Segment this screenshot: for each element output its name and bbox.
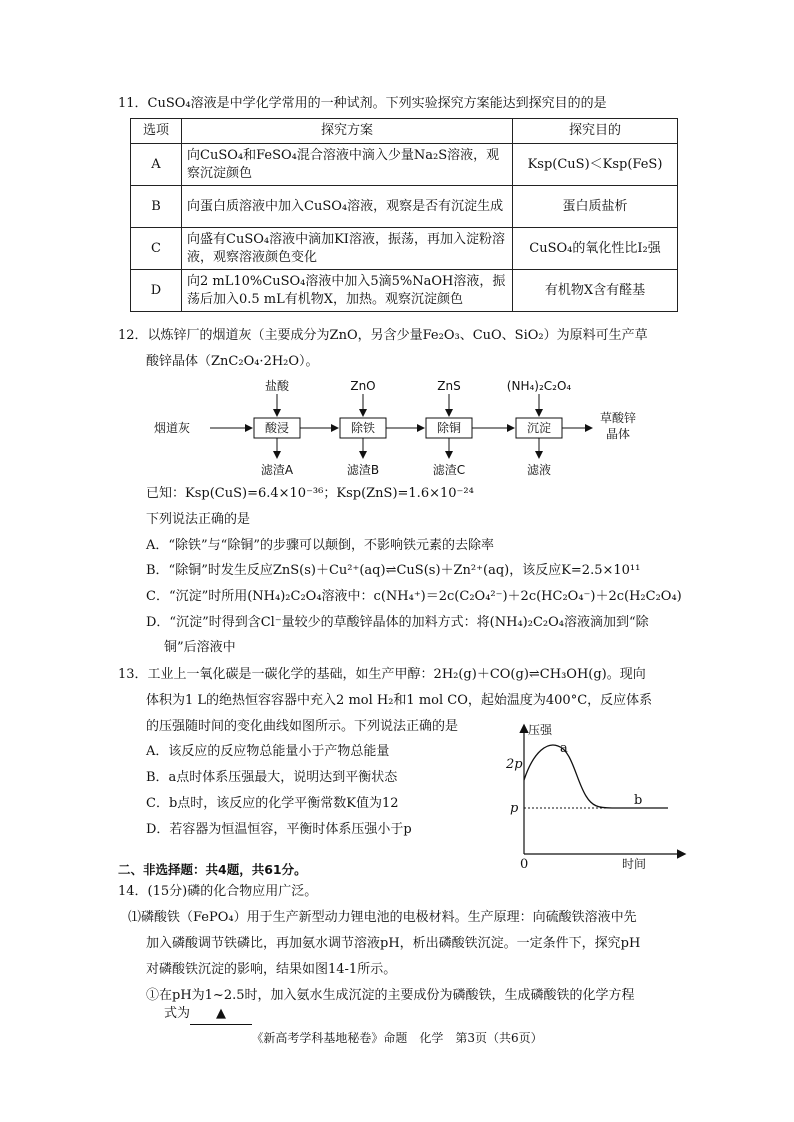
- q12-known: 已知：Ksp(CuS)=6.4×10⁻³⁶；Ksp(ZnS)=1.6×10⁻²⁴: [146, 486, 474, 501]
- q12-stem-line1: 12．以炼锌厂的烟道灰（主要成分为ZnO，另含少量Fe₂O₃、CuO、SiO₂）为原料可生产草: [118, 328, 648, 343]
- q14-sub1-line1: ①在pH为1~2.5时，加入氨水生成沉淀的主要成份为磷酸铁，生成磷酸铁的化学方程: [146, 988, 635, 1003]
- flow-output-label: 滤渣B: [346, 463, 380, 477]
- flow-output-label: 滤渣A: [260, 463, 294, 477]
- row-goal: 有机物X含有醛基: [513, 270, 678, 312]
- row-plan: 向CuSO₄和FeSO₄混合溶液中滴入少量Na₂S溶液，观察沉淀颜色: [182, 144, 513, 186]
- table-row: [131, 228, 678, 270]
- flow-product-label: 草酸锌: [599, 411, 637, 425]
- y-tick-2p: 2p: [506, 757, 523, 772]
- row-option: B: [131, 186, 182, 228]
- q13-option-d: D．若容器为恒温恒容，平衡时体系压强小于p: [146, 822, 412, 837]
- row-plan: 向2 mL10%CuSO₄溶液中加入5滴5%NaOH溶液，振荡后加入0.5 mL有机物X，加热。观察沉淀颜色: [182, 270, 513, 312]
- blank-triangle-mark: ▲: [216, 1006, 227, 1021]
- flow-reagent-label: (NH₄)₂C₂O₄: [506, 379, 572, 393]
- q13-line2: 体积为1 L的绝热恒容容器中充入2 mol H₂和1 mol CO，起始温度为400°C，反应体系: [146, 693, 653, 708]
- q12-stem-line2: 酸锌晶体（ZnC₂O₄·2H₂O）。: [146, 354, 319, 369]
- table-header-row: [131, 119, 678, 144]
- q13-line3: 的压强随时间的变化曲线如图所示。下列说法正确的是: [146, 719, 459, 734]
- q12-flow-diagram: [150, 374, 680, 480]
- section-2-heading: 二、非选择题：共4题，共61分。: [118, 862, 307, 877]
- q12-option-d-line2: 铜”后溶液中: [164, 640, 236, 655]
- table-row: [131, 270, 678, 312]
- page-footer: 《新高考学科基地秘卷》命题 化学 第3页（共6页）: [251, 1031, 543, 1045]
- q11-stem: 11．CuSO₄溶液是中学化学常用的一种试剂。下列实验探究方案能达到探究目的的是: [118, 96, 607, 111]
- point-a-label: a: [560, 741, 568, 756]
- q11-table: [130, 118, 678, 312]
- q13-option-c: C．b点时，该反应的化学平衡常数K值为12: [146, 796, 399, 811]
- table-row: [131, 144, 678, 186]
- row-option: C: [131, 228, 182, 270]
- row-goal: Ksp(CuS)＜Ksp(FeS): [513, 144, 678, 186]
- row-option: D: [131, 270, 182, 312]
- answer-blank: [190, 1004, 252, 1025]
- sub1-line2-text: 式为: [164, 1006, 191, 1021]
- flow-reagent-label: ZnS: [437, 379, 461, 393]
- q13-line1: 13．工业上一氧化碳是一碳化学的基础，如生产甲醇：2H₂(g)＋CO(g)⇌CH₃OH(g)。现向: [118, 667, 646, 682]
- q13-pressure-graph: [500, 720, 690, 870]
- row-goal: 蛋白质盐析: [513, 186, 678, 228]
- row-option: A: [131, 144, 182, 186]
- y-axis-label: 压强: [528, 723, 553, 737]
- q14-part1-line1: ⑴磷酸铁（FePO₄）用于生产新型动力锂电池的电极材料。生产原理：向硫酸铁溶液中先: [128, 910, 637, 925]
- q14-title: 14．(15分)磷的化合物应用广泛。: [118, 884, 318, 899]
- flow-step-label: 酸浸: [264, 421, 290, 435]
- row-plan: 向盛有CuSO₄溶液中滴加KI溶液，振荡，再加入淀粉溶液，观察溶液颜色变化: [182, 228, 513, 270]
- flow-product-label: 晶体: [605, 427, 631, 441]
- row-plan: 向蛋白质溶液中加入CuSO₄溶液，观察是否有沉淀生成: [182, 186, 513, 228]
- q14-part1-line3: 对磷酸铁沉淀的影响，结果如图14-1所示。: [146, 962, 397, 977]
- header-option: 选项: [131, 119, 182, 144]
- q12-option-b: B．“除铜”时发生反应ZnS(s)＋Cu²⁺(aq)⇌CuS(s)＋Zn²⁺(aq)，该反应K=2.5×10¹¹: [146, 563, 641, 578]
- pressure-curve: [524, 745, 668, 808]
- q12-ask: 下列说法正确的是: [146, 512, 251, 527]
- flow-output-label: 滤渣C: [432, 463, 466, 477]
- flow-step-label: 沉淀: [526, 421, 552, 435]
- flow-reagent-label: ZnO: [350, 379, 376, 393]
- q13-option-a: A．该反应的反应物总能量小于产物总能量: [146, 744, 390, 759]
- q14-sub1-line2: [164, 1004, 252, 1025]
- flow-step-label: 除铜: [436, 421, 462, 435]
- y-tick-p: p: [510, 801, 519, 816]
- flow-reagent-label: 盐酸: [264, 379, 290, 393]
- point-b-label: b: [634, 793, 643, 808]
- origin-label: 0: [520, 857, 529, 870]
- q13-option-b: B．a点时体系压强最大，说明达到平衡状态: [146, 770, 398, 785]
- q12-option-c: C．“沉淀”时所用(NH₄)₂C₂O₄溶液中：c(NH₄⁺)＝2c(C₂O₄²⁻)＋2c(HC₂O₄⁻)＋2c(H₂C₂O₄): [146, 589, 682, 604]
- x-axis-label: 时间: [622, 857, 647, 870]
- flow-start-label: 烟道灰: [154, 421, 191, 435]
- q12-option-d-line1: D．“沉淀”时得到含Cl⁻量较少的草酸锌晶体的加料方式：将(NH₄)₂C₂O₄溶液滴加到“除: [146, 615, 649, 630]
- q12-option-a: A．“除铁”与“除铜”的步骤可以颠倒，不影响铁元素的去除率: [146, 538, 494, 553]
- flow-step-label: 除铁: [350, 421, 376, 435]
- header-plan: 探究方案: [182, 119, 513, 144]
- table-row: [131, 186, 678, 228]
- q14-part1-line2: 加入磷酸调节铁磷比，再加氨水调节溶液pH，析出磷酸铁沉淀。一定条件下，探究pH: [146, 936, 641, 951]
- row-goal: CuSO₄的氧化性比I₂强: [513, 228, 678, 270]
- flow-output-label: 滤液: [526, 463, 552, 477]
- header-goal: 探究目的: [513, 119, 678, 144]
